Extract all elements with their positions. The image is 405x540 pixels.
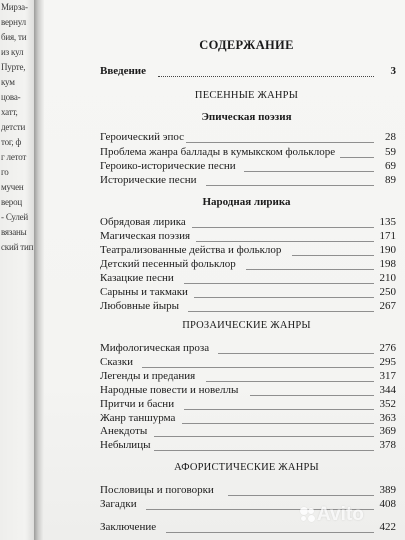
toc-entry-label: Детский песенный фольклор [100, 258, 236, 270]
toc-entry-page: 190 [379, 244, 396, 256]
toc-entry-label: Легенды и предания [100, 370, 196, 382]
leader-line [340, 157, 374, 158]
toc-entry [100, 438, 396, 452]
leader-line [196, 241, 374, 242]
facing-page-text: цова- [1, 92, 21, 102]
toc-entry-page: 267 [379, 300, 396, 312]
contents-page [44, 0, 405, 540]
toc-entry-page: 408 [379, 498, 396, 510]
facing-page-text: вязаны [1, 227, 27, 237]
toc-entry-label: Введение [100, 65, 147, 77]
facing-page-text: хатт, [1, 107, 18, 117]
leader-line [192, 227, 374, 228]
toc-entry-page: 363 [379, 412, 396, 424]
toc-entry-page: 135 [379, 216, 396, 228]
leader-line [250, 395, 374, 396]
toc-entry-page: 69 [385, 160, 396, 172]
facing-page-text: бия, ти [1, 32, 27, 42]
toc-entry [100, 369, 396, 383]
subsection-heading: Народная лирика [202, 196, 291, 208]
toc-entry-label: Сарыны и такмаки [100, 286, 188, 298]
facing-page-text: вернул [1, 17, 26, 27]
toc-entry-page: 210 [379, 272, 396, 284]
toc-entry-label: Театрализованные действа и фольклор [100, 244, 282, 256]
toc-entry-label: Небылицы [100, 439, 151, 451]
toc-entry-intro [100, 64, 396, 78]
facing-page-text: из кул [1, 47, 24, 57]
toc-entry [100, 483, 396, 497]
facing-page-text: Мирза- [1, 2, 28, 12]
watermark-text: Avito [317, 504, 364, 525]
toc-entry-label: Народные повести и новеллы [100, 384, 239, 396]
toc-entry-label: Анекдоты [100, 425, 148, 437]
facing-page-text: го [1, 167, 9, 177]
toc-entry-page: 59 [385, 146, 396, 158]
facing-page-text: г летот [1, 152, 27, 162]
toc-entry-page: 250 [379, 286, 396, 298]
leader-line [194, 297, 374, 298]
toc-entry [100, 243, 396, 257]
facing-page-text: мучен [1, 182, 24, 192]
leader-line [246, 269, 374, 270]
page-title: СОДЕРЖАНИЕ [199, 38, 294, 52]
toc-entry [100, 229, 396, 243]
toc-entry-label: Магическая поэзия [100, 230, 191, 242]
toc-entry [100, 159, 396, 173]
toc-entry [100, 397, 396, 411]
facing-page-text: тог, ф [1, 137, 22, 147]
toc-entry-label: Обрядовая лирика [100, 216, 186, 228]
toc-entry-label: Загадки [100, 498, 137, 510]
facing-page-text: детсти [1, 122, 26, 132]
avito-logo-icon [300, 507, 315, 522]
toc-entry-label: Героико-исторические песни [100, 160, 236, 172]
toc-entry [100, 383, 396, 397]
toc-entry-label: Сказки [100, 356, 133, 368]
section-heading: ПЕСЕННЫЕ ЖАНРЫ [194, 90, 299, 101]
dot-leader [158, 76, 374, 77]
facing-page-text: кум [1, 77, 15, 87]
toc-entry [100, 411, 396, 425]
toc-entry [100, 130, 396, 144]
facing-page-text: - Сулей [1, 212, 29, 222]
toc-entry-label: Пословицы и поговорки [100, 484, 214, 496]
toc-entry-label: Казацкие песни [100, 272, 174, 284]
toc-entry-page: 378 [379, 439, 396, 451]
toc-entry-page: 89 [385, 174, 396, 186]
toc-entry-label: Жанр таншурма [100, 412, 176, 424]
toc-entry-label: Исторические песни [100, 174, 197, 186]
toc-entry-label: Любовные йыры [100, 300, 180, 312]
leader-line [188, 311, 374, 312]
leader-line [154, 436, 374, 437]
toc-entry-page: 3 [390, 65, 396, 77]
leader-line [186, 142, 374, 143]
facing-page [0, 0, 36, 540]
toc-entry [100, 145, 396, 159]
avito-watermark [300, 504, 364, 526]
toc-entry-page: 317 [379, 370, 396, 382]
toc-entry-page: 276 [379, 342, 396, 354]
toc-entry [100, 215, 396, 229]
leader-line [142, 367, 374, 368]
toc-entry-page: 422 [379, 521, 396, 533]
leader-line [292, 255, 374, 256]
toc-entry [100, 355, 396, 369]
toc-entry [100, 271, 396, 285]
leader-line [206, 381, 374, 382]
facing-page-text: вероц [1, 197, 23, 207]
leader-line [228, 495, 374, 496]
book-gutter [34, 0, 44, 540]
toc-entry-page: 369 [379, 425, 396, 437]
toc-entry-page: 344 [379, 384, 396, 396]
section-heading: АФОРИСТИЧЕСКИЕ ЖАНРЫ [174, 462, 319, 473]
leader-line [154, 450, 374, 451]
toc-entry [100, 257, 396, 271]
toc-entry-label: Героический эпос [100, 131, 184, 143]
toc-entry-label: Проблема жанра баллады в кумыкском фольклоре [100, 146, 336, 158]
subsection-heading: Эпическая поэзия [201, 111, 292, 123]
toc-entry-label: Мифологическая проза [100, 342, 210, 354]
toc-entry-label: Заключение [100, 521, 157, 533]
facing-page-text: ский тип [1, 242, 34, 252]
toc-entry-page: 28 [385, 131, 396, 143]
toc-entry [100, 424, 396, 438]
toc-entry-page: 198 [379, 258, 396, 270]
leader-line [166, 532, 374, 533]
leader-line [184, 409, 374, 410]
toc-entry-label: Притчи и басни [100, 398, 175, 410]
leader-line [206, 185, 374, 186]
toc-entry [100, 341, 396, 355]
facing-page-text: Пурте, [1, 62, 26, 72]
toc-entry [100, 173, 396, 187]
leader-line [218, 353, 374, 354]
leader-line [244, 171, 374, 172]
toc-entry [100, 285, 396, 299]
section-heading: ПРОЗАИЧЕСКИЕ ЖАНРЫ [182, 320, 311, 331]
toc-entry-page: 352 [379, 398, 396, 410]
toc-entry [100, 299, 396, 313]
leader-line [184, 283, 374, 284]
toc-entry-page: 295 [379, 356, 396, 368]
toc-entry-page: 171 [379, 230, 396, 242]
toc-entry-page: 389 [379, 484, 396, 496]
